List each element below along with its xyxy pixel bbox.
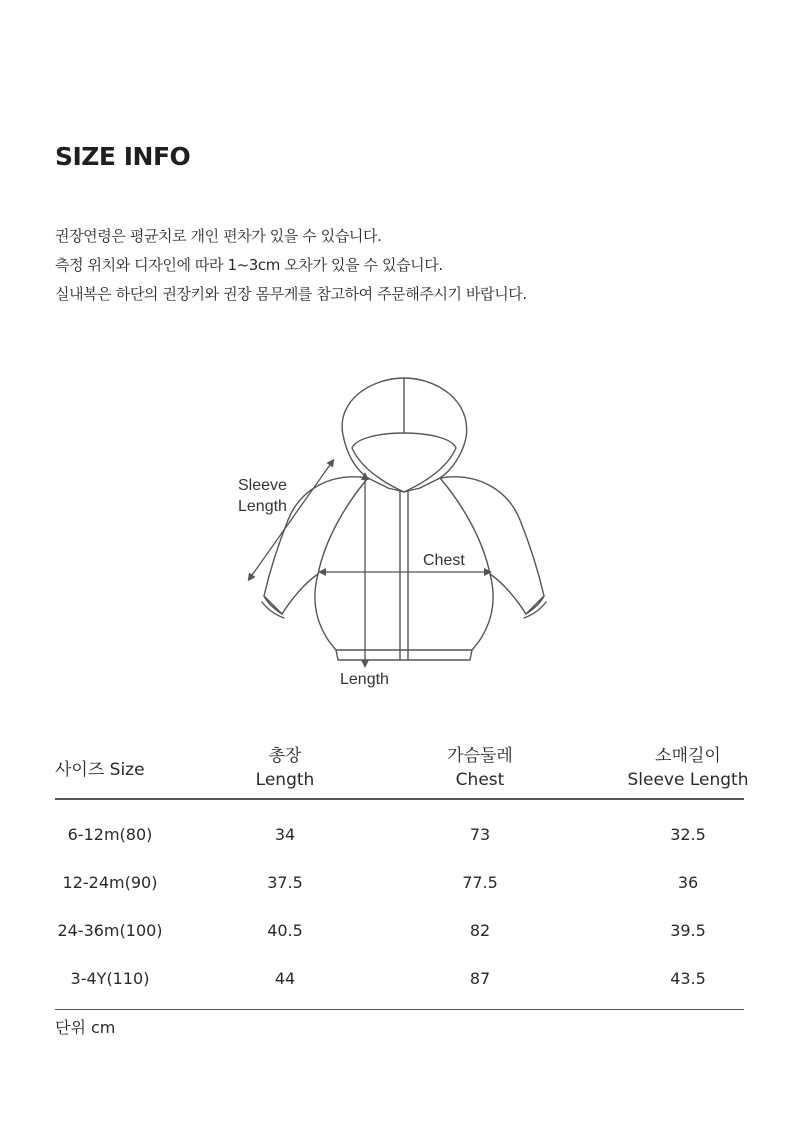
cell-sleeve: 39.5 xyxy=(670,921,706,940)
cell-size: 3-4Y(110) xyxy=(70,969,150,988)
cell-chest: 82 xyxy=(469,921,491,940)
size-table-body xyxy=(55,813,744,1005)
cell-size: 24-36m(100) xyxy=(57,921,163,940)
size-notes xyxy=(55,222,527,309)
cell-length: 40.5 xyxy=(267,921,303,940)
note-line-3: 실내복은 하단의 권장키와 권장 몸무게를 참고하여 주문해주시기 바랍니다. xyxy=(55,285,527,303)
cell-chest: 77.5 xyxy=(462,873,498,892)
hood-opening xyxy=(352,433,456,492)
table-row xyxy=(55,909,744,957)
cell-size: 12-24m(90) xyxy=(62,873,158,892)
table-row xyxy=(55,813,744,861)
table-row xyxy=(55,957,744,1005)
hoodie-jacket-illustration xyxy=(0,360,800,700)
header-length-ko: 총장 xyxy=(268,746,302,766)
right-cuff xyxy=(524,596,546,618)
cell-sleeve: 32.5 xyxy=(670,825,706,844)
hoodie-measurement-diagram xyxy=(0,360,800,700)
header-chest-ko: 가슴둘레 xyxy=(447,746,513,766)
cell-chest: 87 xyxy=(469,969,491,988)
size-table xyxy=(55,738,749,1010)
hem-band xyxy=(336,650,472,660)
header-chest-en: Chest xyxy=(455,770,505,790)
sleeve-length-label-line1: Sleeve xyxy=(238,477,287,494)
cell-size: 6-12m(80) xyxy=(67,825,153,844)
chest-label: Chest xyxy=(423,552,465,569)
header-size: 사이즈 Size xyxy=(55,760,145,780)
header-sleeve-ko: 소매길이 xyxy=(655,746,721,766)
cell-length: 37.5 xyxy=(267,873,303,892)
cell-length: 34 xyxy=(274,825,296,844)
sleeve-length-label-line2: Length xyxy=(238,498,287,515)
size-table-header xyxy=(55,738,749,800)
header-length xyxy=(220,744,350,792)
cell-sleeve: 36 xyxy=(677,873,699,892)
unit-note: 단위 cm xyxy=(55,1018,116,1037)
header-length-en: Length xyxy=(255,770,315,790)
body-outline xyxy=(315,574,493,650)
page-title: SIZE INFO xyxy=(55,142,191,171)
note-line-2: 측정 위치와 디자인에 따라 1~3cm 오차가 있을 수 있습니다. xyxy=(55,256,443,274)
cell-length: 44 xyxy=(274,969,296,988)
header-sleeve xyxy=(620,744,756,792)
table-row xyxy=(55,861,744,909)
cell-sleeve: 43.5 xyxy=(670,969,706,988)
table-bottom-rule xyxy=(55,1009,744,1010)
header-chest xyxy=(415,744,545,792)
left-cuff xyxy=(262,596,284,618)
cell-chest: 73 xyxy=(469,825,491,844)
length-label: Length xyxy=(340,671,389,688)
note-line-1: 권장연령은 평균치로 개인 편차가 있을 수 있습니다. xyxy=(55,227,382,245)
raglan-left xyxy=(318,478,368,574)
header-sleeve-en: Sleeve Length xyxy=(627,770,749,790)
